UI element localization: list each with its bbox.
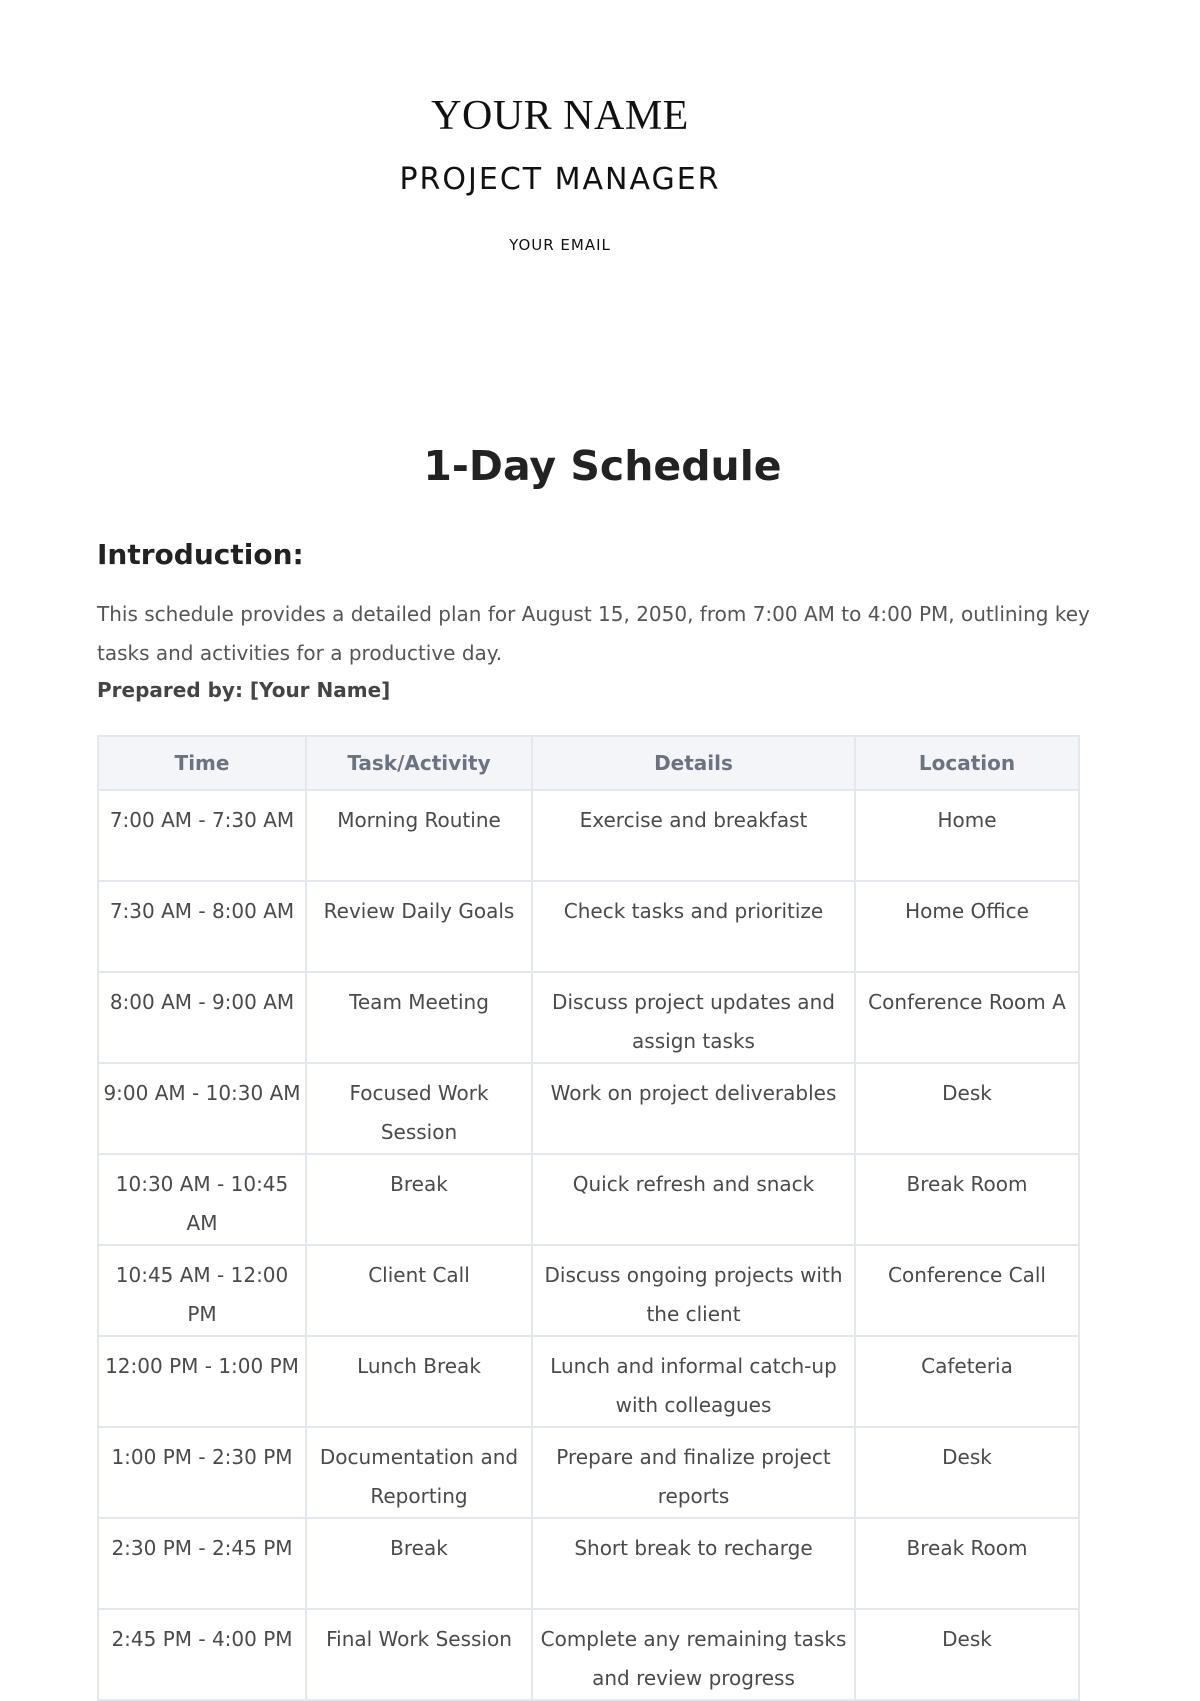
table-row (98, 1063, 1079, 1154)
table-row (98, 1609, 1079, 1700)
prepared-by: Prepared by: [Your Name] (97, 678, 391, 702)
document-title: 1-Day Schedule (423, 442, 782, 490)
column-header-location: Location (855, 736, 1079, 790)
cell-details: Lunch and informal catch-up with colleagues (532, 1336, 855, 1427)
cell-task: Client Call (306, 1245, 532, 1336)
cell-details: Complete any remaining tasks and review progress (532, 1609, 855, 1700)
table-row (98, 1154, 1079, 1245)
cell-location: Break Room (855, 1518, 1079, 1609)
table-row (98, 1336, 1079, 1427)
cell-time: 9:00 AM - 10:30 AM (98, 1063, 306, 1154)
cell-location: Desk (855, 1427, 1079, 1518)
cell-time: 7:30 AM - 8:00 AM (98, 881, 306, 972)
cell-details: Exercise and breakfast (532, 790, 855, 881)
cell-details: Quick refresh and snack (532, 1154, 855, 1245)
table-row (98, 972, 1079, 1063)
cell-task: Documentation and Reporting (306, 1427, 532, 1518)
column-header-task: Task/Activity (306, 736, 532, 790)
cell-details: Discuss ongoing projects with the client (532, 1245, 855, 1336)
cell-time: 2:30 PM - 2:45 PM (98, 1518, 306, 1609)
cell-task: Review Daily Goals (306, 881, 532, 972)
cell-location: Conference Call (855, 1245, 1079, 1336)
intro-paragraph: This schedule provides a detailed plan for August 15, 2050, from 7:00 AM to 4:00 PM, outlining key tasks and activities for a productive day. (97, 602, 1090, 665)
table-header-row (98, 736, 1079, 790)
cell-location: Home (855, 790, 1079, 881)
cell-time: 7:00 AM - 7:30 AM (98, 790, 306, 881)
cell-location: Home Office (855, 881, 1079, 972)
cell-details: Short break to recharge (532, 1518, 855, 1609)
cell-time: 12:00 PM - 1:00 PM (98, 1336, 306, 1427)
column-header-time: Time (98, 736, 306, 790)
author-name: YOUR NAME (431, 93, 689, 139)
intro-heading: Introduction: (97, 538, 304, 571)
table-row (98, 1518, 1079, 1609)
cell-task: Morning Routine (306, 790, 532, 881)
cell-task: Break (306, 1154, 532, 1245)
cell-task: Team Meeting (306, 972, 532, 1063)
cell-task: Focused Work Session (306, 1063, 532, 1154)
cell-details: Prepare and finalize project reports (532, 1427, 855, 1518)
column-header-details: Details (532, 736, 855, 790)
author-email: YOUR EMAIL (509, 236, 611, 254)
author-role: PROJECT MANAGER (399, 162, 721, 197)
table-row (98, 1427, 1079, 1518)
cell-details: Work on project deliverables (532, 1063, 855, 1154)
cell-time: 10:45 AM - 12:00 PM (98, 1245, 306, 1336)
cell-time: 2:45 PM - 4:00 PM (98, 1609, 306, 1700)
cell-task: Final Work Session (306, 1609, 532, 1700)
cell-details: Check tasks and prioritize (532, 881, 855, 972)
cell-location: Break Room (855, 1154, 1079, 1245)
cell-location: Conference Room A (855, 972, 1079, 1063)
cell-location: Cafeteria (855, 1336, 1079, 1427)
table-row (98, 790, 1079, 881)
cell-task: Lunch Break (306, 1336, 532, 1427)
cell-location: Desk (855, 1609, 1079, 1700)
cell-location: Desk (855, 1063, 1079, 1154)
cell-time: 10:30 AM - 10:45 AM (98, 1154, 306, 1245)
table-row (98, 881, 1079, 972)
cell-details: Discuss project updates and assign tasks (532, 972, 855, 1063)
cell-task: Break (306, 1518, 532, 1609)
cell-time: 1:00 PM - 2:30 PM (98, 1427, 306, 1518)
cell-time: 8:00 AM - 9:00 AM (98, 972, 306, 1063)
schedule-table (97, 735, 1080, 1701)
table-row (98, 1245, 1079, 1336)
